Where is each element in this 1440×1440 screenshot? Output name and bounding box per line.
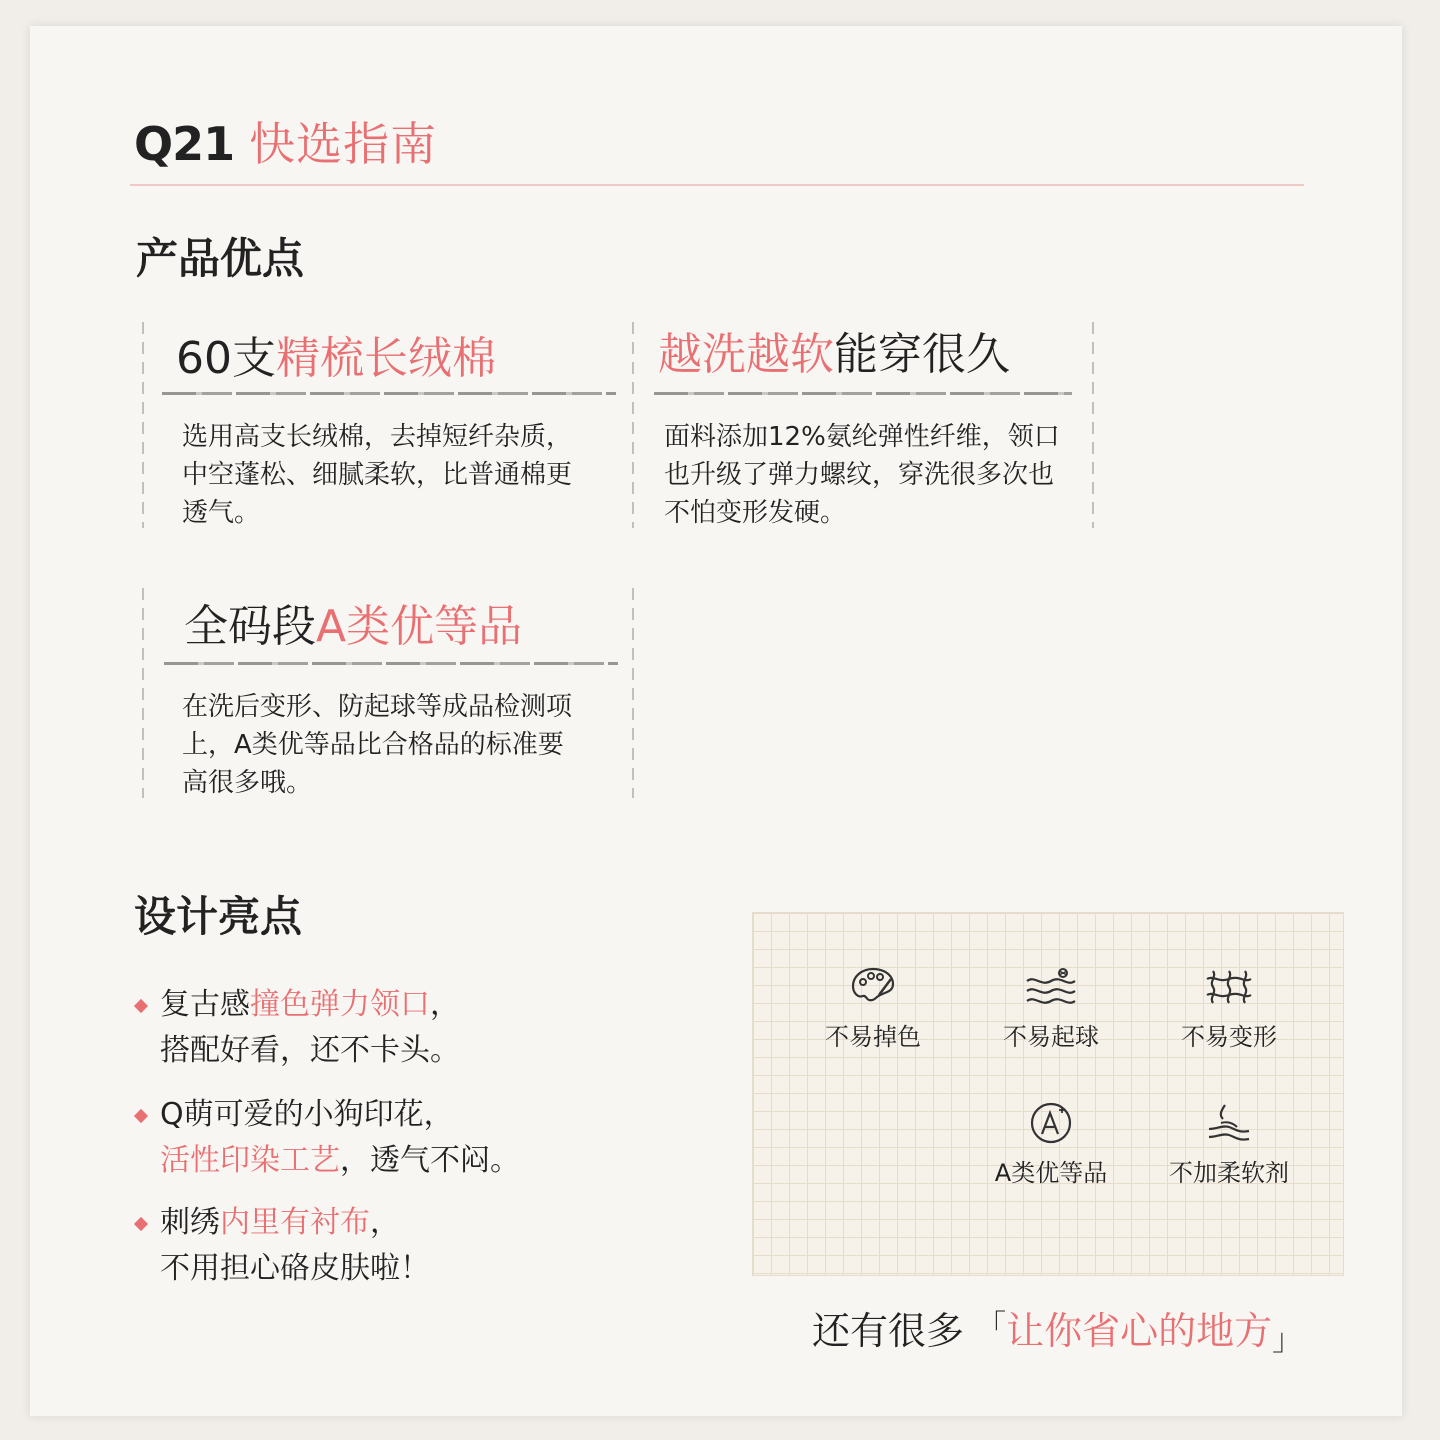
advantage-desc-1: 选用高支长绒棉，去掉短纤杂质，中空蓬松、细腻柔软，比普通棉更透气。	[182, 422, 573, 528]
advantage-title-1: 60支精梳长绒棉	[176, 333, 496, 384]
brand-name: Q21	[134, 117, 235, 171]
design-heading: 设计亮点	[134, 892, 303, 941]
advantage-desc-3: 在洗后变形、防起球等成品检测项上，A类优等品比合格品的标准要高很多哦。	[182, 692, 573, 798]
a-plus-icon	[1027, 1101, 1075, 1145]
design-bullet-1: 复古感撞色弹力领口， 搭配好看，还不卡头。	[160, 982, 460, 1074]
design-bullet-2: Q萌可爱的小狗印花， 活性印染工艺，透气不闷。	[160, 1092, 520, 1184]
design-bullet-3: 刺绣内里有衬布， 不用担心硌皮肤啦！	[160, 1200, 430, 1292]
elastic-mesh-icon	[1203, 965, 1255, 1009]
guide-card	[30, 26, 1402, 1416]
feature-antipilling: 不易起球	[971, 965, 1131, 1052]
fabric-wave-icon	[1023, 965, 1079, 1009]
title-divider	[130, 184, 1304, 186]
advantages-heading: 产品优点	[136, 234, 305, 283]
page-subtitle: 快选指南	[249, 117, 438, 171]
feature-colorfast: 不易掉色	[793, 965, 953, 1052]
advantage-title-2: 越洗越软能穿很久	[658, 329, 1010, 380]
hand-drop-icon	[1203, 1101, 1255, 1145]
feature-grade-a: A类优等品	[971, 1101, 1131, 1188]
feature-no-softener: 不加柔软剂	[1149, 1101, 1309, 1188]
bullet-diamond-icon	[134, 1217, 148, 1231]
advantage-title-3: 全码段A类优等品	[184, 601, 523, 652]
palette-icon	[849, 965, 897, 1009]
bullet-diamond-icon	[134, 999, 148, 1013]
feature-antideform: 不易变形	[1149, 965, 1309, 1052]
bullet-diamond-icon	[134, 1109, 148, 1123]
feature-grid	[752, 912, 1344, 1276]
footer-slogan: 还有很多 「让你省心的地方」	[812, 1309, 1303, 1358]
advantage-desc-2: 面料添加12%氨纶弹性纤维，领口也升级了弹力螺纹，穿洗很多次也不怕变形发硬。	[664, 422, 1060, 528]
page-title	[134, 108, 437, 174]
